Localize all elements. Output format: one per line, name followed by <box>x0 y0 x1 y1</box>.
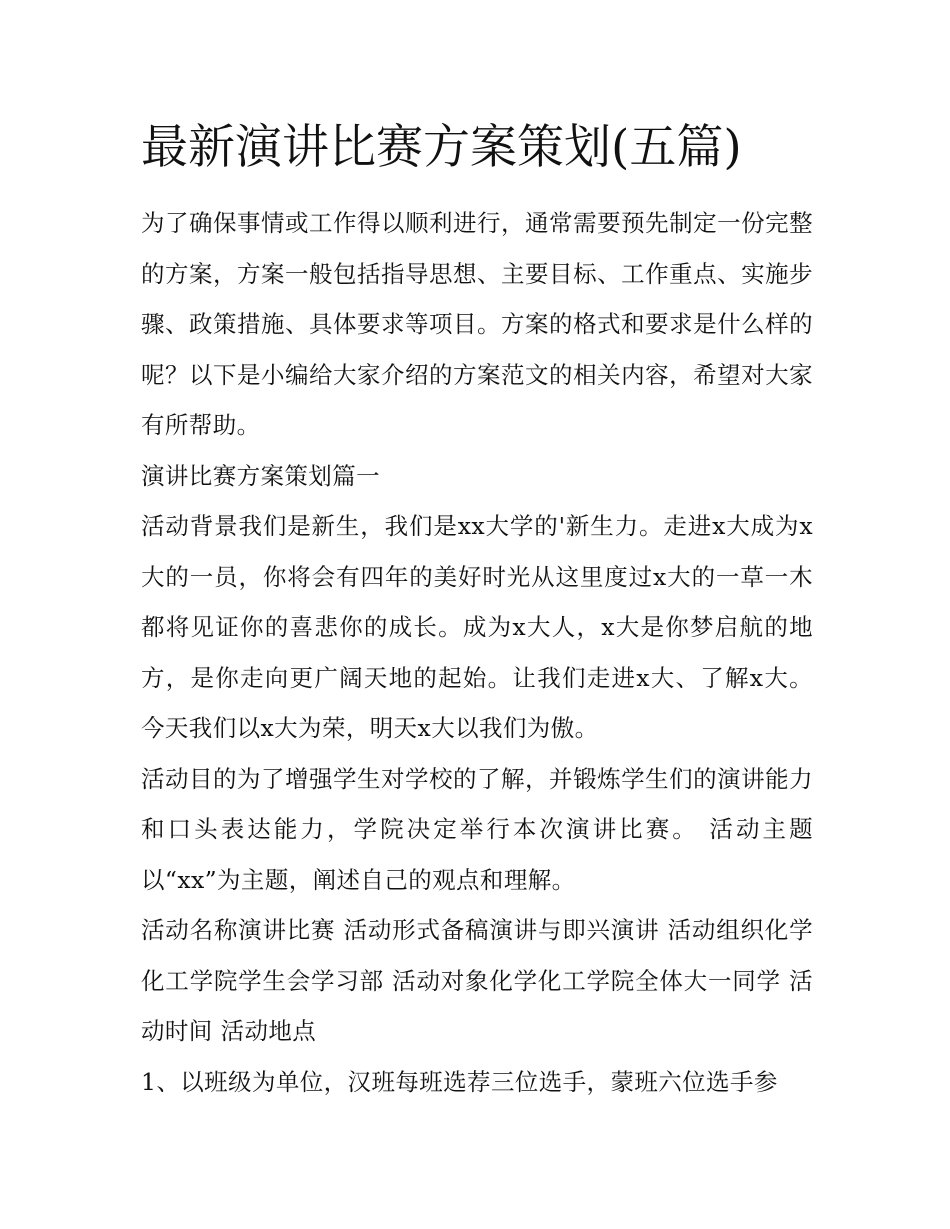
section-heading: 演讲比赛方案策划篇一 <box>141 461 380 490</box>
document-title: 最新演讲比赛方案策划(五篇) <box>141 120 742 175</box>
paragraph-activity-info: 活动名称演讲比赛 活动形式备稿演讲与即兴演讲 活动组织化学化工学院学生会学习部 活动对象化学化工学院全体大一同学 活动时间 活动地点 <box>141 916 813 1045</box>
paragraph-background: 活动背景我们是新生，我们是xx大学的'新生力。走进x大成为x大的一员，你将会有四年的美好时光从这里度过x大的一草一木都将见证你的喜悲你的成长。成为x大人，x大是你梦启航的地方，是你走向更广阔天地的起始。让我们走进x大、了解x大。今天我们以x大为荣，明天x大以我们为傲。 <box>141 512 813 742</box>
paragraph-purpose: 活动目的为了增强学生对学校的了解，并锻炼学生们的演讲能力和口头表达能力，学院决定举行本次演讲比赛。 活动主题以“xx”为主题，阐述自己的观点和理解。 <box>141 764 813 894</box>
paragraph-rule-1: 1、以班级为单位，汉班每班选荐三位选手，蒙班六位选手参 <box>141 1067 778 1096</box>
intro-paragraph: 为了确保事情或工作得以顺利进行，通常需要预先制定一份完整的方案，方案一般包括指导思想、主要目标、工作重点、实施步骤、政策措施、具体要求等项目。方案的格式和要求是什么样的呢？以下是小编给大家介绍的方案范文的相关内容，希望对大家有所帮助。 <box>141 209 813 439</box>
document-body <box>141 118 813 1107</box>
